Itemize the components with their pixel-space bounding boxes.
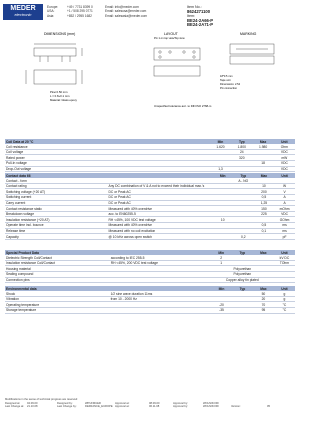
- param-unit: VDC: [274, 166, 295, 172]
- contact-email[interactable]: Email: salesusa@meder.com: [105, 9, 147, 14]
- param-min: 10: [213, 217, 233, 223]
- col-header: Typ: [231, 139, 252, 144]
- param-name: Rated power: [5, 155, 110, 161]
- contact-data-table: [5, 173, 295, 240]
- footer-row: [5, 405, 295, 409]
- param-unit: ms: [274, 223, 295, 229]
- footer-cell: Approval by:: [173, 405, 188, 408]
- param-max: 0,5: [254, 223, 274, 229]
- param-unit: Ohm: [274, 144, 295, 149]
- col-header: Unit: [274, 173, 295, 178]
- footer-cell: Approval at:: [115, 401, 130, 405]
- param-typ: Copper alloy tin plated: [211, 277, 274, 283]
- param-cond: RH <45%, 200 VDC test voltage: [110, 260, 211, 266]
- param-max: 200: [254, 189, 274, 195]
- param-max: 150: [254, 206, 274, 212]
- param-cond: from 10 - 2000 Hz: [110, 296, 211, 302]
- footer-notice: Modifications in the sense of technical progress are reserved: [5, 398, 78, 401]
- param-min: 1.620: [210, 144, 231, 149]
- item-no-value: 8624271100: [187, 8, 211, 14]
- param-cond: DC or Peak AC: [108, 195, 213, 201]
- param-min: -35: [211, 308, 232, 314]
- param-cond: DC or Peak AC: [108, 200, 213, 206]
- param-typ: Polyurethan: [211, 272, 274, 278]
- param-name: Vibration: [5, 296, 110, 302]
- param-max: 20: [253, 296, 274, 302]
- param-cond: Measured with 40% overdrive: [108, 223, 213, 229]
- param-name: Connection pins: [5, 277, 110, 283]
- col-header: Unit: [274, 250, 295, 255]
- col-header: Unit: [274, 286, 295, 291]
- param-max: 1,25: [254, 200, 274, 206]
- param-name: Shock: [5, 291, 110, 296]
- param-name: Sealing compound: [5, 272, 110, 278]
- param-unit: W: [274, 183, 295, 189]
- marking-view: [230, 44, 274, 64]
- param-min: [213, 234, 233, 240]
- marking-label: MARKING: [240, 32, 257, 36]
- contact-region: Europe:: [47, 5, 59, 9]
- param-name: Contact rating: [5, 183, 108, 189]
- col-header: Max: [253, 250, 274, 255]
- col-header: Typ: [232, 250, 253, 255]
- technical-drawing: [4, 30, 296, 110]
- material-note: Material: Glass epoxy: [50, 98, 77, 102]
- param-max: [252, 166, 273, 172]
- pin-note: Pinø 0.50 mm: [50, 90, 68, 94]
- param-name: Drop-Out voltage: [5, 166, 110, 172]
- logo-main: MEDER: [10, 5, 36, 12]
- param-max: 1.980: [252, 144, 273, 149]
- footer-cell: Approval at:: [115, 405, 130, 408]
- param-cond: Measured with 40% overdrive: [108, 206, 213, 212]
- spec-1: 18*0.5 mm: [220, 75, 233, 78]
- param-typ: 320: [231, 155, 252, 161]
- col-header: Max: [254, 173, 274, 178]
- footer-cell: 05: [267, 405, 270, 408]
- param-min: 1,3: [210, 166, 231, 172]
- coil-data-table: [5, 139, 295, 172]
- param-unit: °C: [274, 302, 295, 308]
- param-min: -20: [211, 302, 232, 308]
- col-header: Unit: [274, 139, 295, 144]
- param-cond: [110, 308, 211, 314]
- section-title: Environmental data: [5, 286, 110, 291]
- footer-cell: Approval by:: [173, 401, 188, 405]
- side-view: [26, 44, 82, 84]
- layout-label: LAYOUT: [164, 32, 178, 36]
- param-unit: kV DC: [274, 255, 295, 260]
- footer-cell: 08.09.00: [149, 401, 160, 405]
- param-name: Switching current: [5, 195, 108, 201]
- param-max: 18: [252, 161, 273, 167]
- contact-phone: +49 / 7731 8399 0: [67, 5, 93, 9]
- footer-cell: WPUFMUER: [85, 401, 101, 405]
- footer-cell: Designed at:: [5, 401, 21, 405]
- environmental-data-table: [5, 286, 295, 314]
- spec-3: Dimensions: 2.54: [220, 83, 241, 86]
- spec-4: Pin connection: [220, 87, 238, 90]
- param-max: 0,5: [254, 195, 274, 201]
- param-max: 10: [254, 183, 274, 189]
- col-header: Min: [211, 286, 232, 291]
- footer-cell: 04.09.00: [27, 401, 38, 405]
- meder-logo: [3, 4, 43, 20]
- footer-cell: Last Change at:: [5, 405, 24, 408]
- footer-cell: 06.11.08: [149, 405, 160, 408]
- param-unit: g: [274, 296, 295, 302]
- param-unit: g: [274, 291, 295, 296]
- footer-cell: WOLNIKOFF: [203, 401, 219, 405]
- item-value-1: BE24-2A66-P: [187, 17, 214, 23]
- param-max: 0,1: [254, 228, 274, 234]
- contact-region: USA:: [47, 9, 55, 14]
- col-header: Min: [210, 139, 231, 144]
- param-name: Coil voltage: [5, 149, 110, 155]
- footer-cell: 21.10.08: [27, 405, 38, 408]
- param-typ: 1.800: [231, 144, 252, 149]
- param-unit: °C: [274, 308, 295, 314]
- param-name: Insulation resistance (+20 AT): [5, 217, 108, 223]
- col-header: Typ: [232, 286, 253, 291]
- logo-sub: electronic: [14, 12, 32, 17]
- layout-view: [154, 48, 200, 76]
- footer-cell: Designed by:: [57, 401, 73, 405]
- contact-email[interactable]: Email: info@meder.com: [105, 5, 139, 9]
- contact-phone: +852 / 2955 1682: [67, 13, 92, 18]
- param-max: 50: [253, 291, 274, 296]
- contact-block: [47, 5, 147, 18]
- param-cond: Any DC combination of V & A not to exceed their individual max.'s: [108, 183, 213, 189]
- param-cond: @ 10 kHz across open switch: [108, 234, 213, 240]
- col-header: Min: [213, 173, 233, 178]
- param-typ: [232, 308, 253, 314]
- param-min: 1: [211, 260, 232, 266]
- param-name: Contact - form: [5, 178, 108, 183]
- param-unit: V: [274, 189, 295, 195]
- table-row: [5, 234, 295, 240]
- param-name: Operating temperature: [5, 302, 110, 308]
- col-header: Min: [211, 250, 232, 255]
- col-header: Max: [252, 139, 273, 144]
- param-name: Housing material: [5, 266, 110, 272]
- param-unit: VDC: [274, 161, 295, 167]
- footer-cell: DEFRANCE_EUROPE: [85, 405, 113, 408]
- param-unit: pF: [274, 234, 295, 240]
- param-cond: [110, 277, 211, 283]
- table-row: [5, 166, 295, 172]
- param-typ: 24: [231, 149, 252, 155]
- param-unit: ms: [274, 228, 295, 234]
- spec-2: Tape unit: [220, 79, 231, 82]
- footer: [5, 398, 295, 409]
- param-name: Insulation resistance Coil/Contact: [5, 260, 110, 266]
- body-note: L = 0.8+0.1 mm: [50, 94, 70, 98]
- param-typ: [231, 166, 252, 172]
- param-unit: A: [274, 200, 295, 206]
- param-name: Coil resistance: [5, 144, 110, 149]
- layout-sub: Pin 1 on top view/Top view: [154, 37, 185, 40]
- param-cond: 1/2 sine wave duration 11ms: [110, 291, 211, 296]
- item-label: Item:: [187, 14, 195, 19]
- param-name: Breakdown voltage: [5, 211, 108, 217]
- contact-phone: +1 / 508 295 0771: [67, 9, 93, 14]
- param-name: Dielectric Strength Coil/Contact: [5, 255, 110, 260]
- col-header: Typ: [233, 173, 254, 178]
- param-cond: according to IEC 255-5: [110, 255, 211, 260]
- param-unit: VDC: [274, 149, 295, 155]
- footer-cell: Version:: [231, 405, 241, 408]
- section-title: Special Product Data: [5, 250, 110, 255]
- param-typ: 0,2: [233, 234, 254, 240]
- param-name: Contact resistance static: [5, 206, 108, 212]
- contact-row: [47, 14, 147, 18]
- param-name: Release time: [5, 228, 108, 234]
- footer-cell: Last Change by:: [57, 405, 77, 408]
- param-unit: [274, 277, 295, 283]
- table-row: [5, 308, 295, 314]
- param-cond: acc. to EN60255-5: [108, 211, 213, 217]
- special-data-table: [5, 250, 295, 283]
- param-max: 95: [253, 308, 274, 314]
- param-cond: Measured with no coil excitation: [108, 228, 213, 234]
- param-cond: [110, 166, 210, 172]
- col-header: Max: [253, 286, 274, 291]
- param-unit: A: [274, 195, 295, 201]
- footer-cell: WOLNIKOFF: [203, 405, 219, 408]
- param-unit: VDC: [274, 211, 295, 217]
- section-title: Coil Data at 20 °C: [5, 139, 110, 144]
- param-max: [254, 234, 274, 240]
- item-info: [187, 5, 213, 28]
- param-name: Pull-In voltage: [5, 161, 110, 167]
- param-max: 70: [253, 302, 274, 308]
- param-cond: RH <45%, 100 VDC test voltage: [108, 217, 213, 223]
- param-typ: A - NO: [233, 178, 254, 183]
- param-unit: mW: [274, 155, 295, 161]
- param-name: Switching voltage (+20 AT): [5, 189, 108, 195]
- param-unit: mOhm: [274, 206, 295, 212]
- param-unit: TOhm: [274, 260, 295, 266]
- param-min: 2: [211, 255, 232, 260]
- param-max: 225: [254, 211, 274, 217]
- param-name: Operate time incl. bounce: [5, 223, 108, 229]
- contact-email[interactable]: Email: salesasia@meder.com: [105, 13, 148, 18]
- table-row: [5, 277, 295, 283]
- param-name: Carry current: [5, 200, 108, 206]
- param-unit: GOhm: [274, 217, 295, 223]
- contact-region: Asia:: [47, 13, 55, 18]
- section-title: Contact data 66: [5, 173, 108, 178]
- item-value-2: BE24-2A71-P: [187, 22, 214, 28]
- drawing-footnote: Unspecified tolerance acc. to DIN ISO 2768-m: [154, 104, 212, 108]
- param-typ: Polyurethan: [211, 266, 274, 272]
- dimensions-label: DIMENSIONS (mm): [44, 32, 76, 36]
- param-name: Capacity: [5, 234, 108, 240]
- param-cond: DC or Peak AC: [108, 189, 213, 195]
- item-no-label: Item No.:: [187, 5, 202, 9]
- param-name: Storage temperature: [5, 308, 110, 314]
